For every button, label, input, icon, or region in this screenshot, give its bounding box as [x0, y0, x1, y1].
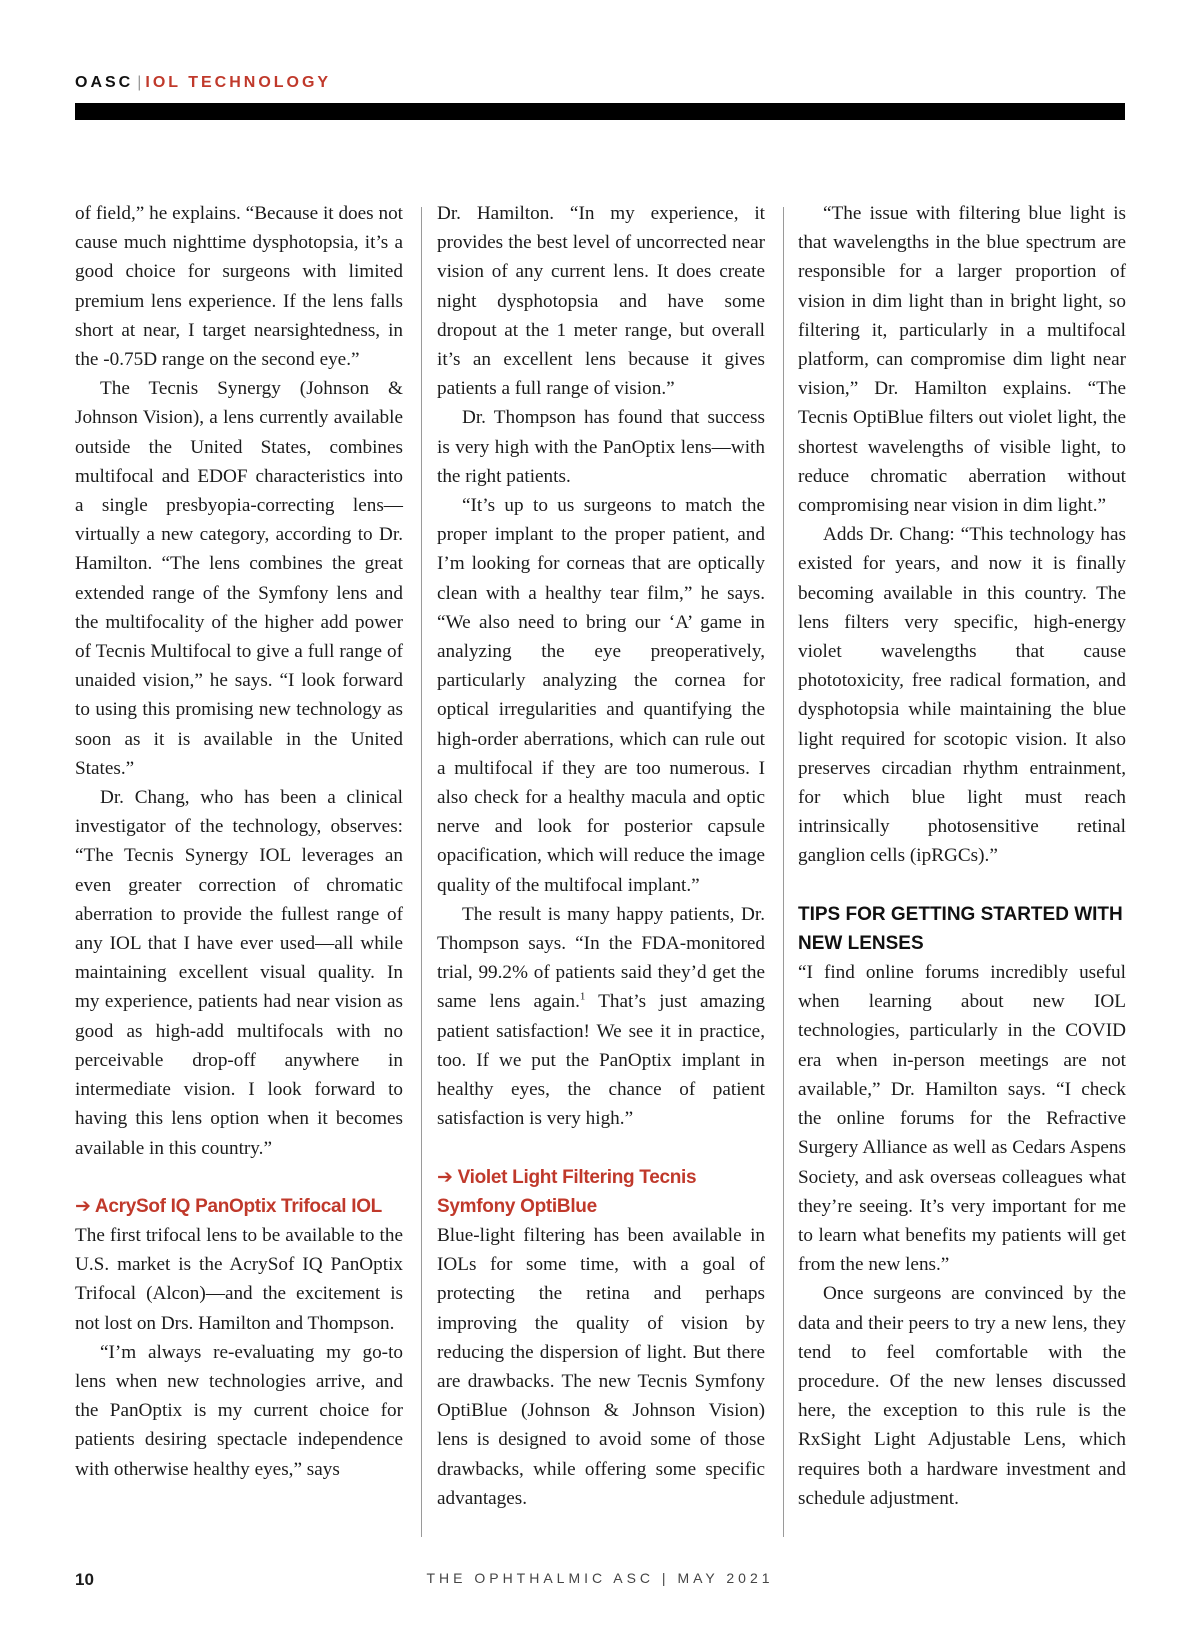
- paragraph: Dr. Hamilton. “In my experience, it provides the best level of uncorrected near vision of any current lens. It does create night dysphotopsia and have some dropout at the 1 meter range, but overall it’s an excellent lens because it gives patients a full range of vision.”: [437, 203, 765, 400]
- paragraph: of field,” he explains. “Because it does not cause much nighttime dysphotopsia, it’s a good choice for surgeons with limited premium lens experience. If the lens falls short at near, I target nearsightedness, in the -0.75D range on the second eye.”: [75, 203, 403, 371]
- column-1: [75, 199, 403, 1484]
- arrow-icon: ➔: [75, 1195, 91, 1217]
- subheading-panoptix: [75, 1192, 403, 1221]
- paragraph: Dr. Chang, who has been a clinical investigator of the technology, observes: “The Tecnis Synergy IOL leverages an even greater correction of chromatic aberration to provide the fullest range of any IOL that I have ever used—all while maintaining excellent visual quality. In my experience, patients had near vision as good as high-add multifocals with no perceivable drop-off anywhere in intermediate vision. I look forward to having this lens option when it becomes available in this country.”: [75, 787, 403, 1159]
- publication-name: OASC: [75, 74, 134, 91]
- paragraph: Once surgeons are convinced by the data and their peers to try a new lens, they tend to feel comfortable with the procedure. Of the new lenses discussed here, the exception to this rule is the RxSight Light Adjustable Lens, which requires both a hardware investment and schedule adjustment.: [798, 1283, 1126, 1509]
- paragraph: [437, 900, 765, 1134]
- paragraph-text: The result is many happy patients, Dr. Thompson says. “In the FDA-monitored trial, 99.2% of patients said they’d get the same lens again.: [437, 903, 765, 1013]
- footer-publication: THE OPHTHALMIC ASC | MAY 2021: [426, 1570, 774, 1586]
- paragraph: The first trifocal lens to be available to the U.S. market is the AcrySof IQ PanOptix Trifocal (Alcon)—and the excitement is not lost on Drs. Hamilton and Thompson.: [75, 1224, 403, 1334]
- arrow-icon: ➔: [437, 1166, 453, 1188]
- paragraph: “I find online forums incredibly useful when learning about new IOL technologies, particularly in the COVID era when in-person meetings are not available,” Dr. Hamilton says. “I check the online forums for the Refractive Surgery Alliance as well as Cedars Aspens Society, and ask overseas colleagues what they’re seeing. It’s very important for me to learn what benefits my patients will get from the new lens.”: [798, 962, 1126, 1276]
- paragraph: “I’m always re-evaluating my go-to lens when new technologies arrive, and the PanOptix is my current choice for patients desiring spectacle independence with otherwise healthy eyes,” says: [75, 1341, 403, 1480]
- header-separator: |: [137, 74, 142, 91]
- footnote-ref: 1: [579, 991, 586, 1004]
- paragraph: The Tecnis Synergy (Johnson & Johnson Vision), a lens currently available outside the United States, combines multifocal and EDOF characteristics into a single presbyopia-correcting lens—virtually a new category, according to Dr. Hamilton. “The lens combines the great extended range of the Symfony lens and the multifocality of the higher add power of Tecnis Multifocal to give a full range of unaided vision,” he says. “I look forward to using this promising new technology as soon as it is available in the United States.”: [75, 378, 403, 779]
- paragraph-text: That’s just amazing patient satisfaction! We see it in practice, too. If we put the PanOptix implant in healthy eyes, the chance of patient satisfaction is very high.”: [437, 991, 765, 1130]
- paragraph: Adds Dr. Chang: “This technology has existed for years, and now it is finally becoming available in this country. The lens filters very specific, high-energy violet wavelengths that cause phototoxicity, free radical formation, and dysphotopsia while maintaining the blue light required for scotopic vision. It also preserves circadian rhythm entrainment, for which blue light must reach intrinsically photosensitive retinal ganglion cells (ipRGCs).”: [798, 524, 1126, 867]
- paragraph: “The issue with filtering blue light is that wavelengths in the blue spectrum are responsible for a larger proportion of vision in dim light than in bright light, so filtering it, particularly in a multifocal platform, can compromise dim light near vision,” Dr. Hamilton explains. “The Tecnis OptiBlue filters out violet light, the shortest wavelengths of visible light, to reduce chromatic aberration without compromising near vision in dim light.”: [798, 203, 1126, 517]
- paragraph: Blue-light filtering has been available in IOLs for some time, with a goal of protecting the retina and perhaps improving the quality of vision by reducing the dispersion of light. But there are drawbacks. The new Tecnis Symfony OptiBlue (Johnson & Johnson Vision) lens is designed to avoid some of those drawbacks, while offering some specific advantages.: [437, 1224, 765, 1509]
- page-number: 10: [75, 1570, 94, 1589]
- column-2: [437, 199, 765, 1513]
- subheading-optiblue: [437, 1163, 765, 1221]
- column-divider: [421, 207, 422, 1537]
- section-name: IOL TECHNOLOGY: [145, 74, 332, 91]
- subheading-text: Violet Light Filtering Tecnis Symfony OptiBlue: [437, 1166, 697, 1217]
- subheading-text: AcrySof IQ PanOptix Trifocal IOL: [94, 1195, 382, 1217]
- tips-heading: TIPS FOR GETTING STARTED WITH NEW LENSES: [798, 903, 1123, 954]
- header-rule: [75, 103, 1125, 120]
- column-3: [798, 199, 1126, 1513]
- column-divider: [783, 207, 784, 1537]
- paragraph: “It’s up to us surgeons to match the proper implant to the proper patient, and I’m looking for corneas that are optically clean with a healthy tear film,” he says. “We also need to bring our ‘A’ game in analyzing the eye preoperatively, particularly analyzing the cornea for optical irregularities and quantifying the high-order aberrations, which can rule out a multifocal if they are too numerous. I also check for a healthy macula and optic nerve and look for posterior capsule opacification, which will reduce the image quality of the multifocal implant.”: [437, 495, 765, 896]
- paragraph: Dr. Thompson has found that success is very high with the PanOptix lens—with the right patients.: [437, 407, 765, 487]
- running-header: [75, 74, 331, 92]
